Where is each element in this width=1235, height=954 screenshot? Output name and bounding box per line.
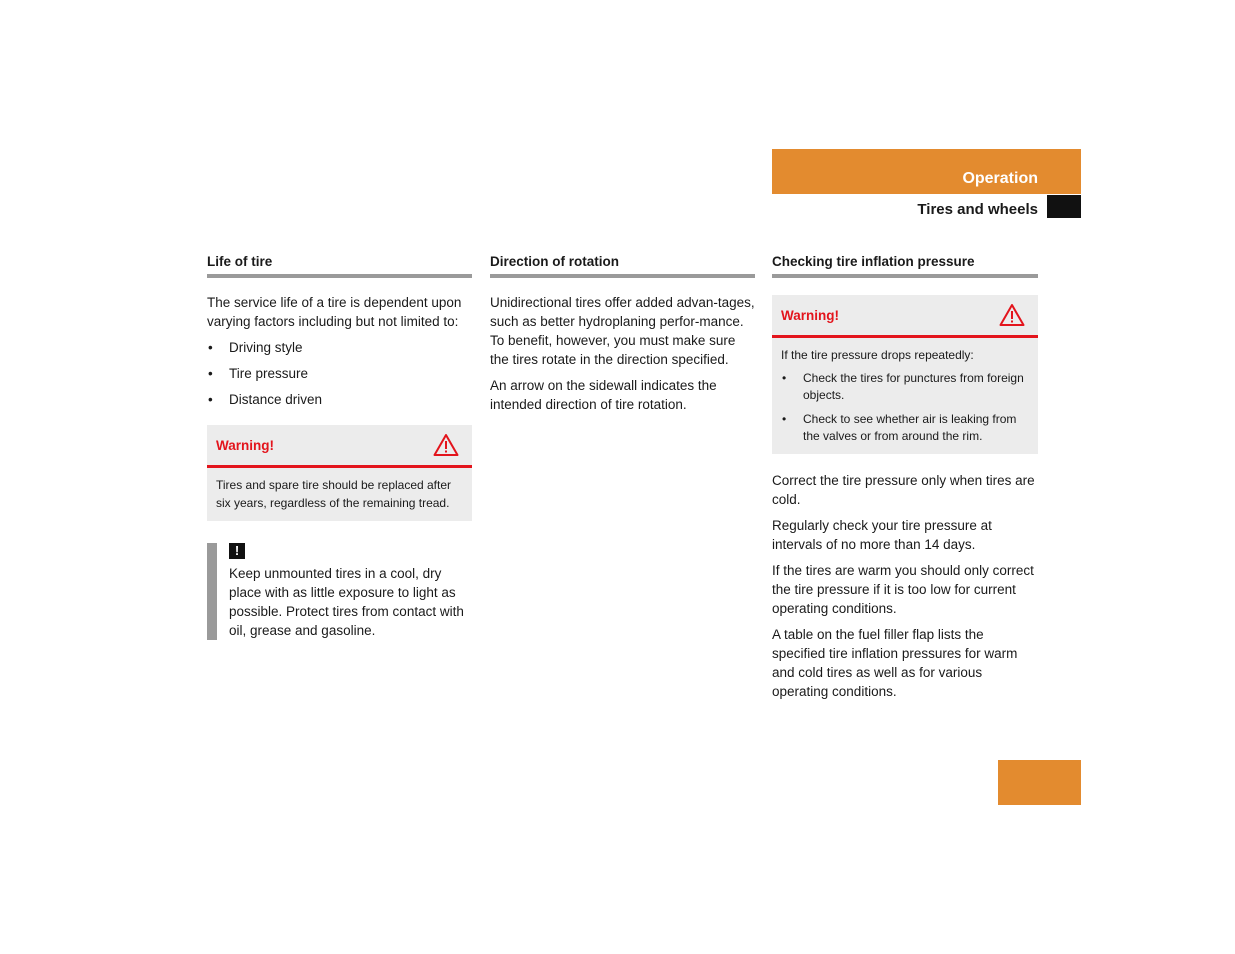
- exclamation-icon: !: [229, 543, 245, 559]
- warning-box: [207, 425, 472, 521]
- notice-bar: [207, 543, 217, 640]
- heading-checking-tire-pressure: Checking tire inflation pressure: [772, 253, 1038, 278]
- column-direction-of-rotation: [490, 253, 755, 414]
- bullet-list: [207, 338, 472, 409]
- list-item: • Check to see whether air is leaking from the valves or from around the rim.: [781, 411, 1029, 445]
- warning-label: Warning!: [781, 308, 839, 323]
- warning-box: [772, 295, 1038, 454]
- list-item: • Distance driven: [207, 390, 472, 409]
- subsection-title: Tires and wheels: [917, 201, 1038, 218]
- list-item: • Check the tires for punctures from foreign objects.: [781, 370, 1029, 404]
- heading-direction-of-rotation: Direction of rotation: [490, 253, 755, 278]
- paragraph: A table on the fuel filler flap lists the specified tire inflation pressures for warm and cold tires as well as for various operating conditions.: [772, 627, 1018, 699]
- warning-list: [781, 370, 1029, 445]
- warning-text: Tires and spare tire should be replaced after six years, regardless of the remaining tread.: [216, 478, 452, 510]
- page-number-box: [998, 760, 1081, 805]
- column-life-of-tire: [207, 253, 472, 640]
- warning-triangle-icon: [433, 433, 459, 457]
- paragraph: Regularly check your tire pressure at intervals of no more than 14 days.: [772, 518, 992, 552]
- warning-label: Warning!: [216, 438, 274, 453]
- warning-triangle-icon: [999, 303, 1025, 327]
- section-title: Operation: [962, 170, 1038, 187]
- list-item: • Tire pressure: [207, 364, 472, 383]
- notice-text: Keep unmounted tires in a cool, dry place with as little exposure to light as possible. Protect tires from contact with oil, grease and gasoline.: [229, 566, 464, 638]
- warning-body: [772, 338, 1038, 454]
- warning-header: [207, 425, 472, 468]
- paragraph: Unidirectional tires offer added advan-tages, such as better hydroplaning perfor-mance. To benefit, however, you must make sure the tires rotate in the direction specified.: [490, 295, 755, 367]
- page-number: 287: [1165, 766, 1192, 783]
- paragraph: An arrow on the sidewall indicates the intended direction of tire rotation.: [490, 378, 717, 412]
- paragraph: If the tires are warm you should only correct the tire pressure if it is too low for current operating conditions.: [772, 563, 1034, 616]
- list-item: • Driving style: [207, 338, 472, 357]
- warning-header: [772, 295, 1038, 338]
- paragraph: The service life of a tire is dependent upon varying factors including but not limited to:: [207, 295, 462, 329]
- header-marker: [1047, 195, 1081, 218]
- notice-box: [207, 543, 472, 640]
- column-checking-tire-pressure: [772, 253, 1038, 701]
- paragraph: Correct the tire pressure only when tires are cold.: [772, 473, 1035, 507]
- warning-intro: If the tire pressure drops repeatedly:: [781, 348, 974, 362]
- heading-life-of-tire: Life of tire: [207, 253, 472, 278]
